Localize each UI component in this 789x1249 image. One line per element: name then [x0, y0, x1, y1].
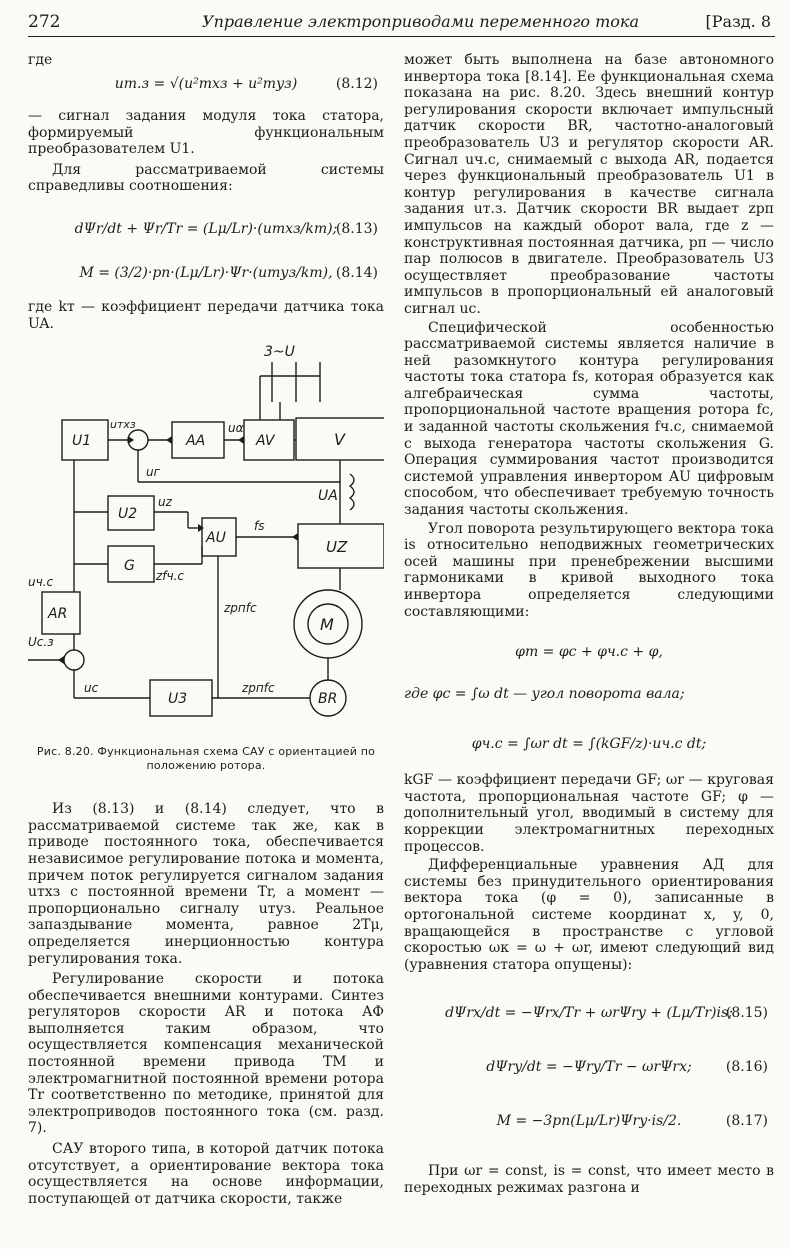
paragraph-1: может быть выполнена на базе автономного инвертора тока [8.14]. Ее функциональная схема показана на рис. 8.20. Здесь внешний контур регулирования скорости включает импульсный датчик скорости BR, частотно-аналоговый преобразователь U3 и регулятор скорости AR. Сигнал uч.с, снимаемый с выхода AR, подается через функциональный преобразователь U1 в контур регулирования в качестве сигнала задания uт.з. Датчик скорости BR выдает zpп импульсов на каждый оборот вала, где z — конструктивная постоянная датчика, pп — число пар полюсов в двигателе. Преобразователь U3 осуществляет преобразование частоты импульсов в пропорциональный ей аналоговый сигнал uc.	[404, 52, 774, 317]
diagram-svg	[28, 342, 384, 737]
label-aa: AA	[186, 433, 206, 450]
label-br: BR	[318, 691, 338, 708]
paragraph-signal: — сигнал задания модуля тока статора, формируемый функциональным преобразователем U1.	[28, 108, 384, 158]
running-title: Управление электроприводами переменного тока	[202, 12, 639, 31]
running-header	[28, 6, 775, 37]
label-u-chs: uч.с	[28, 575, 54, 590]
paragraph-3: Угол поворота результирующего вектора тока is относительно неподвижных геометрических осей машины при пренебрежении высшими гармониками в кривой выходного тока инвертора определяется следующими составляющими:	[404, 520, 774, 620]
equation-8-17	[404, 1101, 774, 1141]
figure-caption: Рис. 8.20. Функциональная схема САУ с ориентацией по положению ротора.	[36, 745, 376, 773]
label-u3: U3	[168, 691, 188, 708]
equation-body: uт.з = √(u²тхз + u²туз)	[114, 76, 298, 92]
where-label: где	[28, 52, 53, 68]
label-ua: UA	[318, 488, 338, 505]
equation-number: (8.14)	[335, 264, 378, 281]
paragraph-4: kGF — коэффициент передачи GF; ωr — круговая частота, пропорциональная частоте GF; φ — дополнительный угол, вводимый в систему для коррекции электромагнитных переходных процессов.	[404, 772, 774, 855]
equation-number: (8.15)	[725, 1005, 768, 1022]
page-number: 272	[28, 12, 61, 32]
equation-number: (8.12)	[335, 76, 378, 92]
label-u2: U2	[118, 506, 138, 523]
equation-number: (8.16)	[725, 1059, 768, 1076]
equation-8-12	[28, 64, 384, 104]
summer-2	[64, 650, 84, 670]
right-column	[404, 52, 774, 1247]
functional-diagram	[28, 342, 384, 737]
paragraph-6: При ωr = const, is = const, что имеет место в переходных режимах разгона и	[404, 1163, 774, 1196]
label-zf-chs: zfч.с	[156, 569, 185, 584]
paragraph-relations: Для рассматриваемой системы справедливы соотношения:	[28, 161, 384, 195]
label-u-r: uг	[146, 465, 160, 480]
label-f-s: fs	[254, 519, 265, 534]
label-u-a: uα	[228, 421, 244, 436]
left-column	[28, 52, 384, 1247]
paragraph-1: Из (8.13) и (8.14) следует, что в рассматриваемой системе так же, как в приводе постоянного тока, обеспечивается независимое регулирование потока и момента, причем поток регулируется сигналом задания uтхз с постоянной времени Tr, а момент — пропорционально сигналу uтуз. Реальное запаздывание момента, равное 2Tμ, определяется инерционностью контура регулирования тока.	[28, 801, 384, 967]
equation-number: (8.13)	[335, 220, 378, 237]
paragraph-2: Регулирование скорости и потока обеспечивается внешними контурами. Синтез регуляторов скорости AR и потока AФ выполняется таким образом, что осуществляется компенсация механической постоянной времени привода TM и электромагнитной постоянной времени ротора Tr соответственно по методике, принятой для электроприводов постоянного тока (см. разд. 7).	[28, 971, 384, 1137]
label-v: V	[334, 430, 345, 450]
label-zp-fc-horiz: zpпfc	[242, 681, 275, 696]
label-uz: UZ	[326, 538, 348, 557]
equation-body: dΨry/dt = −Ψry/Tr − ωrΨrx;	[486, 1059, 692, 1076]
equation-body: dΨr/dt + Ψr/Tr = (Lμ/Lr)·(uтхз/kт);	[74, 220, 338, 237]
equation-body: M = −3pп(Lμ/Lr)Ψry·is/2.	[496, 1113, 682, 1130]
equation-body: где φc = ∫ω dt — угол поворота вала;	[404, 686, 685, 703]
section-label: [Разд. 8	[705, 12, 771, 31]
label-au: AU	[206, 530, 226, 547]
label-uc3: Uс.з	[28, 635, 54, 650]
equation-8-14	[28, 253, 384, 293]
label-zp-fc-vert: zpпfc	[224, 601, 257, 616]
label-ar: AR	[48, 606, 68, 623]
equation-body: φч.с = ∫ωr dt = ∫(kGF/z)·uч.с dt;	[471, 736, 707, 753]
label-m: M	[320, 615, 334, 635]
equation-body: dΨrx/dt = −Ψrx/Tr + ωrΨry + (Lμ/Tr)is;	[445, 1005, 733, 1022]
label-supply: 3~U	[264, 344, 295, 361]
equation-8-13	[28, 209, 384, 249]
label-u-z: uz	[158, 495, 172, 510]
paragraph-2: Специфической особенностью рассматриваемой системы является наличие в ней разомкнутого контура регулирования частоты тока статора fs, которая образуется как алгебраическая сумма частоты, пропорциональной частоте вращения ротора fc, и заданной частоты скольжения fч.с, снимаемой с выхода генератора частоты скольжения G. Операция суммирования частот производится системой управления инвертором AU цифровым способом, что обеспечивает требуемую точность задания частоты скольжения.	[404, 319, 774, 519]
label-av: AV	[256, 433, 275, 450]
equation-8-15	[404, 993, 774, 1033]
label-u-txz: uтхз	[110, 418, 136, 432]
equation-8-16	[404, 1047, 774, 1087]
label-u-c: uc	[84, 681, 99, 696]
equation-phi	[404, 632, 774, 672]
equation-body: M = (3/2)·pп·(Lμ/Lr)·Ψr·(uтуз/kт),	[79, 264, 333, 281]
paragraph-3: САУ второго типа, в которой датчик потока отсутствует, а ориентирование вектора тока осуществляется на основе информации, поступающей от датчика скорости, также	[28, 1141, 384, 1207]
equation-body: φт = φc + φч.с + φ,	[515, 644, 663, 661]
paragraph-kt: где kт — коэффициент передачи датчика тока UA.	[28, 298, 384, 332]
equation-phi-chs	[404, 724, 774, 764]
equation-phi-c	[404, 674, 774, 714]
label-u1: U1	[72, 433, 92, 450]
equation-number: (8.17)	[725, 1113, 768, 1130]
label-g: G	[124, 558, 135, 575]
paragraph-5: Дифференциальные уравнения АД для системы без принудительного ориентирования вектора тока (φ = 0), записанные в ортогональной системе координат x, y, 0, вращающейся в пространстве с угловой скоростью ωк = ω + ωr, имеют следующий вид (уравнения статора опущены):	[404, 857, 774, 973]
